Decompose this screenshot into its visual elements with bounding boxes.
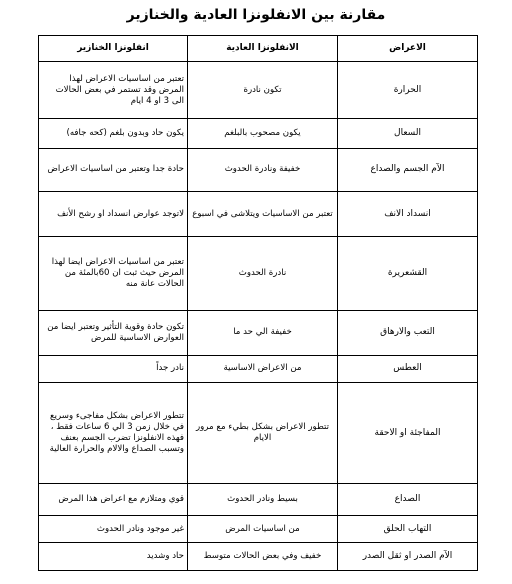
swine-flu-cell: تتطور الاعراض بشكل مفاجىء وسريع في خلال زمن 3 الي 6 ساعات فقط ، فهذه الانفلونزا تضرب الجسم بعنف وتسبب الصداع والالام والحرارة العالية bbox=[39, 382, 188, 483]
swine-flu-cell: تعتبر من اساسيات الاعراض لهذا المرض وقد تستمر في بعض الحالات الى 3 او 4 ايام bbox=[39, 62, 188, 119]
symptom-cell: التعب والارهاق bbox=[338, 311, 478, 355]
symptom-cell: الآم الصدر او ثقل الصدر bbox=[338, 543, 478, 571]
symptom-cell: العطس bbox=[338, 355, 478, 382]
regular-flu-cell: من اساسيات المرض bbox=[188, 516, 338, 543]
page-title: مقارنة بين الانفلونزا العادية والخنازير bbox=[126, 7, 386, 23]
regular-flu-cell: تتطور الاعراض بشكل بطيء مع مرور الايام bbox=[188, 382, 338, 483]
table-row bbox=[39, 191, 478, 236]
table-row bbox=[39, 543, 478, 571]
swine-flu-cell: تكون حادة وقوية التأثير وتعتبر ايضا من العوارض الاساسية للمرض bbox=[39, 311, 188, 355]
table-row bbox=[39, 237, 478, 311]
swine-flu-cell: يكون حاد وبدون بلغم (كحه جافه) bbox=[39, 119, 188, 149]
table-row bbox=[39, 148, 478, 191]
symptom-cell: القشعريرة bbox=[338, 237, 478, 311]
symptom-cell: الصداع bbox=[338, 484, 478, 516]
table-row bbox=[39, 516, 478, 543]
swine-flu-cell: تعتبر من اساسيات الاعراض ايضا لهذا المرض حيث ثبت ان 60بالمئة من الحالات عانة منه bbox=[39, 237, 188, 311]
swine-flu-cell: قوي ومتلازم مع اعراض هذا المرض bbox=[39, 484, 188, 516]
table-row bbox=[39, 484, 478, 516]
symptom-cell: السعال bbox=[338, 119, 478, 149]
regular-flu-cell: من الاعراض الاساسية bbox=[188, 355, 338, 382]
swine-flu-cell: حاد وشديد bbox=[39, 543, 188, 571]
header-row bbox=[39, 36, 478, 62]
header-regular-flu: الانفلونزا العادية bbox=[188, 36, 338, 62]
regular-flu-cell: نادرة الحدوث bbox=[188, 237, 338, 311]
table-row bbox=[39, 62, 478, 119]
swine-flu-cell: غير موجود ونادر الحدوث bbox=[39, 516, 188, 543]
table-row bbox=[39, 355, 478, 382]
header-symptoms: الاعراض bbox=[338, 36, 478, 62]
symptom-cell: التهاب الحلق bbox=[338, 516, 478, 543]
symptom-cell: الحرارة bbox=[338, 62, 478, 119]
table-row bbox=[39, 119, 478, 149]
symptom-cell: المفاجئة او الاحقة bbox=[338, 382, 478, 483]
regular-flu-cell: خفيفة الي حد ما bbox=[188, 311, 338, 355]
regular-flu-cell: تكون نادرة bbox=[188, 62, 338, 119]
swine-flu-cell: حادة جدا وتعتبر من اساسيات الاعراض bbox=[39, 148, 188, 191]
swine-flu-cell: نادر جداً bbox=[39, 355, 188, 382]
symptom-cell: انسداد الانف bbox=[338, 191, 478, 236]
header-swine-flu: انفلونزا الخنازير bbox=[39, 36, 188, 62]
regular-flu-cell: يكون مصحوب بالبلغم bbox=[188, 119, 338, 149]
swine-flu-cell: لاتوجد عوارض انسداد او رشح الأنف bbox=[39, 191, 188, 236]
table-row bbox=[39, 382, 478, 483]
regular-flu-cell: خفيفة ونادرة الحدوث bbox=[188, 148, 338, 191]
regular-flu-cell: خفيف وفي بعض الحالات متوسط bbox=[188, 543, 338, 571]
table-row bbox=[39, 311, 478, 355]
comparison-table bbox=[38, 35, 478, 571]
symptom-cell: الآم الجسم والصداع bbox=[338, 148, 478, 191]
regular-flu-cell: تعتبر من الاساسيات ويتلاشى في اسبوع bbox=[188, 191, 338, 236]
regular-flu-cell: بسيط ونادر الحدوث bbox=[188, 484, 338, 516]
